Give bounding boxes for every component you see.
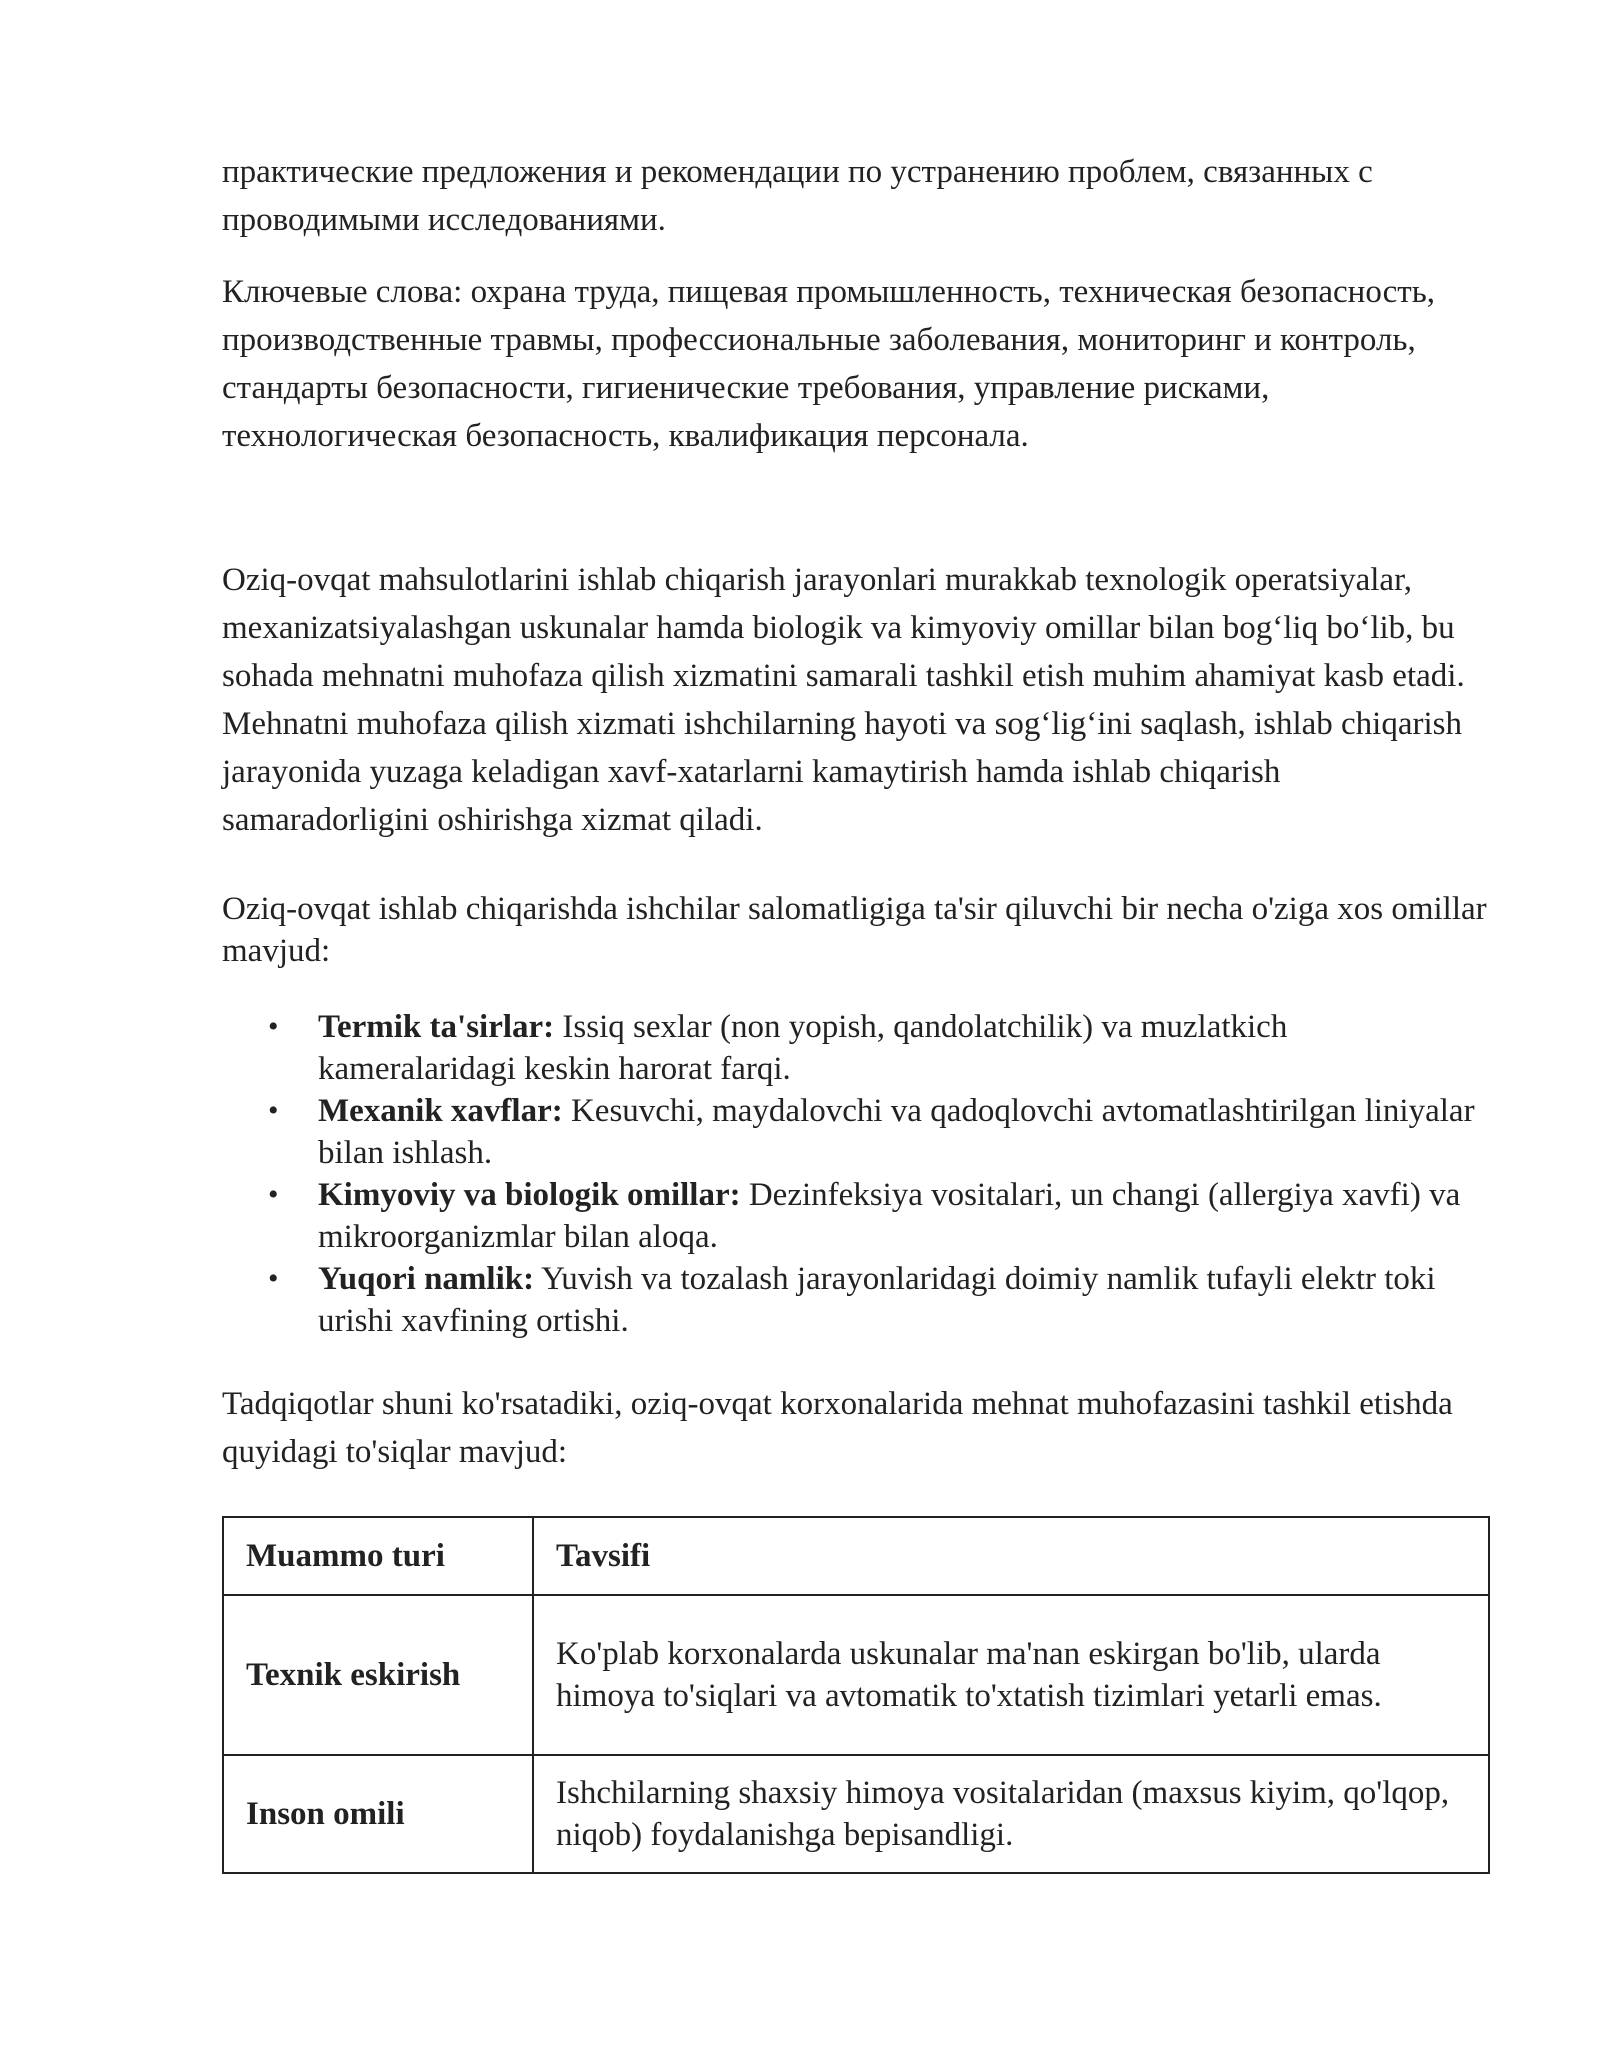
table-header-cell: Muammo turi — [223, 1517, 533, 1595]
factor-text: Kesuvchi, maydalovchi va qadoqlovchi avtomatlashtirilgan liniyalar bilan ishlash. — [318, 1093, 1475, 1171]
bullet-icon: • — [268, 1262, 279, 1295]
factors-list — [222, 1006, 1490, 1342]
table-header-row — [223, 1517, 1489, 1595]
table-row — [223, 1755, 1489, 1873]
factor-term: Termik ta'sirlar: — [318, 1009, 555, 1045]
table-row — [223, 1595, 1489, 1755]
problem-type-cell: Inson omili — [223, 1755, 533, 1873]
list-item — [222, 1258, 1490, 1342]
list-item — [222, 1090, 1490, 1174]
factor-text: Dezinfeksiya vositalari, un changi (allergiya xavfi) va mikroorganizmlar bilan aloqa. — [318, 1177, 1461, 1255]
factor-term: Yuqori namlik: — [318, 1261, 535, 1297]
factor-text: Issiq sexlar (non yopish, qandolatchilik) va muzlatkich kameralaridagi keskin harorat farqi. — [318, 1009, 1288, 1087]
bullet-icon: • — [268, 1094, 279, 1127]
problem-description-cell: Ishchilarning shaxsiy himoya vositalaridan (maxsus kiyim, qo'lqop, niqob) foydalanishga bepisandligi. — [533, 1755, 1489, 1873]
main-paragraph: Oziq-ovqat mahsulotlarini ishlab chiqarish jarayonlari murakkab texnologik operatsiyalar, mexanizatsiyalashgan uskunalar hamda biologik va kimyoviy omillar bilan bog‘liq bo‘lib, bu sohada mehnatni muhofaza qilish xizmatini samarali tashkil etish muhim ahamiyat kasb etadi. Mehnatni muhofaza qilish xizmati ishchilarning hayoti va sog‘lig‘ini saqlash, ishlab chiqarish jarayonida yuzaga keladigan xavf-xatarlarni kamaytirish hamda ishlab chiqarish samaradorligini oshirishga xizmat qiladi. — [222, 562, 1465, 838]
bullet-icon: • — [268, 1178, 279, 1211]
problem-type-cell: Texnik eskirish — [223, 1595, 533, 1755]
list-item — [222, 1006, 1490, 1090]
factor-term: Kimyoviy va biologik omillar: — [318, 1177, 741, 1213]
document-page — [222, 148, 1490, 1874]
factor-term: Mexanik xavflar: — [318, 1093, 563, 1129]
intro-paragraph: практические предложения и рекомендации по устранению проблем, связанных с проводимыми исследованиями. — [222, 154, 1373, 238]
bullet-icon: • — [268, 1010, 279, 1043]
problem-description-cell: Ko'plab korxonalarda uskunalar ma'nan eskirgan bo'lib, ularda himoya to'siqlari va avtomatik to'xtatish tizimlari yetarli emas. — [533, 1595, 1489, 1755]
factors-lead-paragraph: Oziq-ovqat ishlab chiqarishda ishchilar salomatligiga ta'sir qiluvchi bir necha o'ziga xos omillar mavjud: — [222, 891, 1487, 969]
factor-text: Yuvish va tozalash jarayonlaridagi doimiy namlik tufayli elektr toki urishi xavfining ortishi. — [318, 1261, 1436, 1339]
keywords-paragraph: Ключевые слова: охрана труда, пищевая промышленность, техническая безопасность, производственные травмы, профессиональные заболевания, мониторинг и контроль, стандарты безопасности, гигиенические требования, управление рисками, технологическая безопасность, квалификация персонала. — [222, 274, 1436, 454]
problems-table — [222, 1516, 1490, 1874]
table-header-cell: Tavsifi — [533, 1517, 1489, 1595]
list-item — [222, 1174, 1490, 1258]
table-lead-paragraph: Tadqiqotlar shuni ko'rsatadiki, oziq-ovqat korxonalarida mehnat muhofazasini tashkil etishda quyidagi to'siqlar mavjud: — [222, 1386, 1453, 1470]
